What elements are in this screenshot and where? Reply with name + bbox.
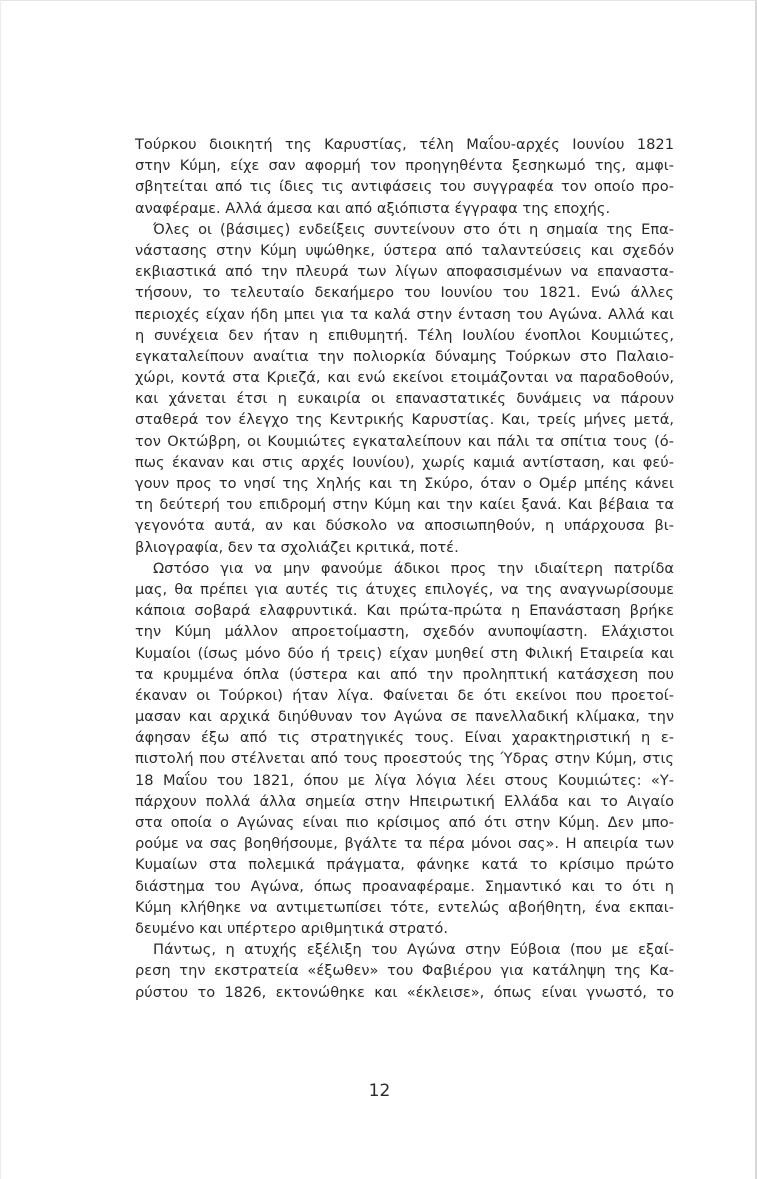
- text-line: Κύμη κλήθηκε να αντιμετωπίσει τότε, εντελώς αβοήθητη, ένα εκπαι-: [135, 898, 674, 916]
- text-line: έκαναν οι Τούρκοι) ήταν λίγα. Φαίνεται δε ότι εκείνοι που προετοί-: [135, 686, 674, 704]
- text-line: Πάντως, η ατυχής εξέλιξη του Αγώνα στην Εύβοια (που με εξαί-: [153, 941, 674, 959]
- text-line: τα κρυμμένα όπλα (ύστερα και από την προληπτική κατάσχεση που: [135, 665, 674, 683]
- text-line: Ωστόσο για να μην φανούμε άδικοι προς την ιδιαίτερη πατρίδα: [153, 559, 674, 577]
- text-line: χώρι, κοντά στα Κριεζά, και ενώ εκείνοι ετοιμάζονται να παραδοθούν,: [135, 369, 674, 387]
- text-line: πιστολή που στέλνεται από τους προεστούς της Ύδρας στην Κύμη, στις: [135, 750, 674, 768]
- text-line: στα οποία ο Αγώνας είναι πιο κρίσιμος από ότι στην Κύμη. Δεν μπο-: [135, 814, 674, 831]
- text-line: πάρχουν πολλά άλλα σημεία στην Ηπειρωτική Ελλάδα και το Αιγαίο: [135, 792, 674, 810]
- text-line: η συνέχεια δεν ήταν η επιθυμητή. Τέλη Ιουλίου ένοπλοι Κουμιώτες,: [135, 326, 674, 344]
- page-number: 12: [368, 1081, 391, 1101]
- text-line: Κυμαίων στα πολεμικά πράγματα, φάνηκε κατά το κρίσιμο πρώτο: [135, 856, 674, 874]
- text-line: δευμένο και υπέρτερο αριθμητικά στρατό.: [135, 919, 448, 937]
- text-line: μασαν και αρχικά διηύθυναν τον Αγώνα σε πανελλαδική κλίμακα, την: [135, 708, 674, 726]
- text-line: τον Οκτώβρη, οι Κουμιώτες εγκαταλείπουν και πάλι τα σπίτια τους (ό-: [135, 432, 674, 450]
- text-line: στην Κύμη, είχε σαν αφορμή τον προηγηθέντα ξεσηκωμό της, αμφι-: [135, 157, 674, 175]
- body-text: [135, 134, 674, 1003]
- text-line: γεγονότα αυτά, αν και δύσκολο να αποσιωπηθούν, η υπάρχουσα βι-: [135, 517, 674, 535]
- text-line: μας, θα πρέπει για αυτές τις άτυχες επιλογές, να της αναγνωρίσουμε: [135, 580, 674, 598]
- text-line: τη δεύτερή του επιδρομή στην Κύμη και την καίει ξανά. Και βέβαια τα: [135, 496, 674, 514]
- text-line: Όλες οι (βάσιμες) ενδείξεις συντείνουν στο ότι η σημαία της Επα-: [153, 220, 674, 238]
- text-line: σταθερά τον έλεγχο της Κεντρικής Καρυστίας. Και, τρείς μήνες μετά,: [135, 411, 674, 429]
- text-line: την Κύμη μάλλον απροετοίμαστη, σχεδόν ανυποψίαστη. Ελάχιστοι: [135, 623, 674, 641]
- text-line: Τούρκου διοικητή της Καρυστίας, τέλη Μαΐου-αρχές Ιουνίου 1821: [135, 136, 674, 153]
- text-line: ρούμε να σας βοηθήσουμε, βγάλτε τα πέρα μόνοι σας». Η απειρία των: [135, 835, 674, 853]
- text-line: 18 Μαΐου του 1821, όπου με λίγα λόγια λέει στους Κουμιώτες: «Υ-: [135, 771, 674, 789]
- text-line: σβητείται από τις ίδιες τις αντιφάσεις του συγγραφέα τον οποίο προ-: [135, 178, 674, 196]
- text-line: τήσουν, το τελευταίο δεκαήμερο του Ιουνίου του 1821. Ενώ άλλες: [135, 284, 674, 302]
- text-line: γουν προς το νησί της Χηλής και τη Σκύρο, όταν ο Ομέρ μπέης κάνει: [135, 475, 674, 492]
- text-line: και χάνεται έτσι η ευκαιρία οι επαναστατικές δυνάμεις να πάρουν: [135, 390, 674, 408]
- text-line: εγκαταλείπουν αναίτια την πολιορκία δύναμης Τούρκων στο Παλαιο-: [135, 347, 674, 365]
- text-line: αναφέραμε. Αλλά άμεσα και από αξιόπιστα έγγραφα της εποχής.: [135, 199, 611, 217]
- text-line: διάστημα του Αγώνα, όπως προαναφέραμε. Σημαντικό και το ότι η: [135, 877, 674, 895]
- text-line: περιοχές είχαν ήδη μπει για τα καλά στην ένταση του Αγώνα. Αλλά και: [135, 305, 674, 323]
- text-line: Κυμαίοι (ίσως μόνο δύο ή τρεις) είχαν μυηθεί στη Φιλική Εταιρεία και: [135, 644, 674, 662]
- text-line: άφησαν έξω από τις στρατηγικές τους. Είναι χαρακτηριστική η ε-: [135, 729, 674, 747]
- text-line: βλιογραφία, δεν τα σχολιάζει κριτικά, ποτέ.: [135, 538, 459, 556]
- text-line: ρεση την εκστρατεία «έξωθεν» του Φαβιέρου για κατάληψη της Κα-: [135, 962, 674, 980]
- text-line: ρύστου το 1826, εκτονώθηκε και «έκλεισε», όπως είναι γνωστό, το: [135, 983, 674, 1001]
- text-line: νάστασης στην Κύμη υψώθηκε, ύστερα από ταλαντεύσεις και σχεδόν: [135, 241, 674, 259]
- text-line: εκβιαστικά από την πλευρά των λίγων αποφασισμένων να επαναστα-: [135, 263, 674, 281]
- text-line: πως έκαναν και στις αρχές Ιουνίου), χωρίς καμιά αντίσταση, και φεύ-: [135, 453, 674, 471]
- text-line: κάποια σοβαρά ελαφρυντικά. Και πρώτα-πρώτα η Επανάσταση βρήκε: [135, 602, 674, 620]
